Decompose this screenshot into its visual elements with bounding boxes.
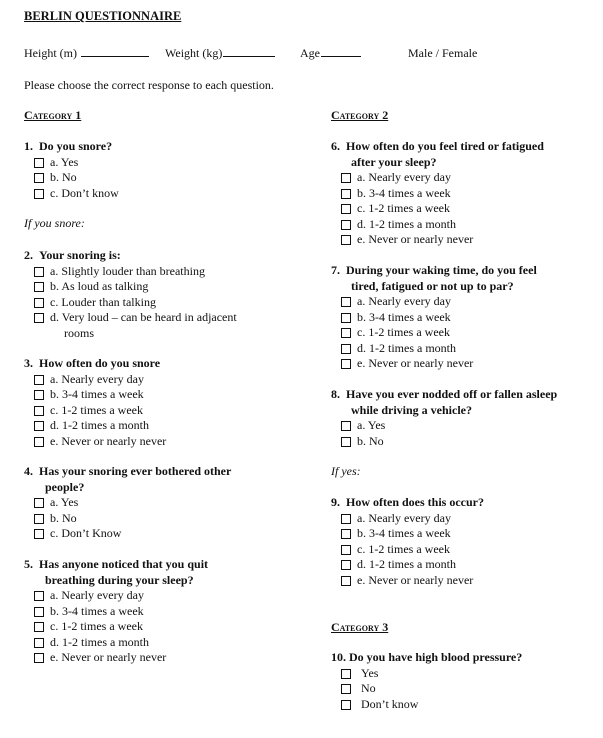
option[interactable]: e. Never or nearly never xyxy=(24,650,304,666)
checkbox[interactable] xyxy=(341,545,351,555)
question-text: Do you snore? xyxy=(39,139,113,153)
option[interactable]: e. Never or nearly never xyxy=(331,232,599,248)
checkbox[interactable] xyxy=(341,313,351,323)
category-2-heading: Category 2 xyxy=(331,108,389,122)
option[interactable]: d. 1-2 times a month xyxy=(24,635,304,651)
question-text: Your snoring is: xyxy=(39,248,121,262)
checkbox[interactable] xyxy=(341,359,351,369)
question-8 xyxy=(331,387,599,449)
question-7 xyxy=(331,263,599,372)
question-number: 9. xyxy=(331,495,340,509)
option[interactable]: a. Yes xyxy=(24,155,304,171)
question-text-cont: tired, fatigued or not up to par? xyxy=(351,278,514,293)
option[interactable]: a. Nearly every day xyxy=(24,588,304,604)
question-text-cont: breathing during your sleep? xyxy=(45,572,194,587)
checkbox[interactable] xyxy=(341,437,351,447)
option[interactable]: a. Slightly louder than breathing xyxy=(24,264,304,280)
option[interactable]: e. Never or nearly never xyxy=(24,434,304,450)
question-9 xyxy=(331,495,599,588)
option[interactable]: b. 3-4 times a week xyxy=(331,526,599,542)
option[interactable]: b. 3-4 times a week xyxy=(24,604,304,620)
question-10 xyxy=(331,650,599,712)
checkbox[interactable] xyxy=(34,437,44,447)
option[interactable]: a. Yes xyxy=(24,495,304,511)
question-number: 7. xyxy=(331,263,340,277)
option[interactable]: b. No xyxy=(24,511,304,527)
instructions: Please choose the correct response to each question. xyxy=(24,78,274,92)
option[interactable]: c. Louder than talking xyxy=(24,295,304,311)
question-text: Do you have high blood pressure? xyxy=(349,650,523,664)
checkbox[interactable] xyxy=(341,684,351,694)
option[interactable]: e. Never or nearly never xyxy=(331,573,599,589)
checkbox[interactable] xyxy=(34,406,44,416)
question-number: 3. xyxy=(24,356,33,370)
question-number: 2. xyxy=(24,248,33,262)
question-number: 5. xyxy=(24,557,33,571)
question-1 xyxy=(24,139,304,201)
height-input[interactable] xyxy=(81,46,149,57)
checkbox[interactable] xyxy=(341,189,351,199)
checkbox[interactable] xyxy=(341,576,351,586)
question-text: How often do you feel tired or fatigued xyxy=(346,139,544,153)
age-field xyxy=(300,46,361,61)
checkbox[interactable] xyxy=(34,313,44,323)
sex-field[interactable]: Male / Female xyxy=(408,46,478,60)
height-label: Height (m) xyxy=(24,46,77,60)
if-you-snore-note: If you snore: xyxy=(24,216,85,230)
checkbox[interactable] xyxy=(34,421,44,431)
question-number: 4. xyxy=(24,464,33,478)
age-label: Age xyxy=(300,46,320,60)
checkbox[interactable] xyxy=(341,421,351,431)
option[interactable]: d. 1-2 times a month xyxy=(24,418,304,434)
option[interactable]: b. No xyxy=(24,170,304,186)
checkbox[interactable] xyxy=(341,297,351,307)
option[interactable]: a. Nearly every day xyxy=(331,170,599,186)
option[interactable]: d. 1-2 times a month xyxy=(331,557,599,573)
checkbox[interactable] xyxy=(34,375,44,385)
question-text: Has your snoring ever bothered other xyxy=(39,464,232,478)
option[interactable]: c. 1-2 times a week xyxy=(24,619,304,635)
checkbox[interactable] xyxy=(34,514,44,524)
option[interactable]: b. No xyxy=(331,434,599,450)
option[interactable]: a. Nearly every day xyxy=(331,294,599,310)
question-text-cont: people? xyxy=(45,479,85,494)
question-text: Have you ever nodded off or fallen asleep xyxy=(346,387,558,401)
checkbox[interactable] xyxy=(34,591,44,601)
question-text: How often do you snore xyxy=(39,356,161,370)
option[interactable]: Yes xyxy=(331,666,599,682)
checkbox[interactable] xyxy=(341,514,351,524)
height-field xyxy=(24,46,149,61)
checkbox[interactable] xyxy=(341,669,351,679)
question-text-cont: after your sleep? xyxy=(351,154,437,169)
category-3-heading: Category 3 xyxy=(331,620,389,634)
question-text: How often does this occur? xyxy=(346,495,484,509)
option[interactable]: a. Yes xyxy=(331,418,599,434)
checkbox[interactable] xyxy=(341,204,351,214)
checkbox[interactable] xyxy=(34,282,44,292)
option[interactable]: Don’t know xyxy=(331,697,599,713)
question-6 xyxy=(331,139,599,248)
checkbox[interactable] xyxy=(34,390,44,400)
checkbox[interactable] xyxy=(341,235,351,245)
option[interactable]: b. As loud as talking xyxy=(24,279,304,295)
question-3 xyxy=(24,356,304,449)
checkbox[interactable] xyxy=(34,498,44,508)
question-number: 1. xyxy=(24,139,33,153)
option[interactable]: No xyxy=(331,681,599,697)
option[interactable]: c. Don’t Know xyxy=(24,526,304,542)
option[interactable]: b. 3-4 times a week xyxy=(24,387,304,403)
checkbox[interactable] xyxy=(341,529,351,539)
checkbox[interactable] xyxy=(341,173,351,183)
option[interactable]: a. Nearly every day xyxy=(24,372,304,388)
option[interactable]: a. Nearly every day xyxy=(331,511,599,527)
option-continuation: rooms xyxy=(64,325,94,340)
checkbox[interactable] xyxy=(341,700,351,710)
checkbox[interactable] xyxy=(34,189,44,199)
question-number: 6. xyxy=(331,139,340,153)
question-text-cont: while driving a vehicle? xyxy=(351,402,472,417)
checkbox[interactable] xyxy=(341,344,351,354)
option[interactable]: c. 1-2 times a week xyxy=(331,542,599,558)
option[interactable]: d. 1-2 times a month xyxy=(331,341,599,357)
checkbox[interactable] xyxy=(34,298,44,308)
question-number: 8. xyxy=(331,387,340,401)
option[interactable]: b. 3-4 times a week xyxy=(331,186,599,202)
option[interactable]: c. 1-2 times a week xyxy=(24,403,304,419)
weight-input[interactable] xyxy=(223,46,275,57)
question-4 xyxy=(24,464,304,542)
checkbox[interactable] xyxy=(34,607,44,617)
option[interactable]: d. Very loud – can be heard in adjacent xyxy=(24,310,304,326)
category-1-heading: Category 1 xyxy=(24,108,82,122)
question-text: During your waking time, do you feel xyxy=(346,263,537,277)
option[interactable]: c. 1-2 times a week xyxy=(331,325,599,341)
checkbox[interactable] xyxy=(341,560,351,570)
question-number: 10. xyxy=(331,650,346,664)
question-5 xyxy=(24,557,304,666)
option[interactable]: e. Never or nearly never xyxy=(331,356,599,372)
option[interactable]: c. 1-2 times a week xyxy=(331,201,599,217)
option[interactable]: b. 3-4 times a week xyxy=(331,310,599,326)
checkbox[interactable] xyxy=(34,529,44,539)
page-title: BERLIN QUESTIONNAIRE xyxy=(24,9,182,23)
checkbox[interactable] xyxy=(34,638,44,648)
checkbox[interactable] xyxy=(34,653,44,663)
question-2 xyxy=(24,248,304,341)
checkbox[interactable] xyxy=(341,220,351,230)
checkbox[interactable] xyxy=(34,267,44,277)
age-input[interactable] xyxy=(321,46,361,57)
checkbox[interactable] xyxy=(34,622,44,632)
checkbox[interactable] xyxy=(341,328,351,338)
question-text: Has anyone noticed that you quit xyxy=(39,557,209,571)
weight-field xyxy=(165,46,275,61)
option[interactable]: c. Don’t know xyxy=(24,186,304,202)
checkbox[interactable] xyxy=(34,173,44,183)
option[interactable]: d. 1-2 times a month xyxy=(331,217,599,233)
checkbox[interactable] xyxy=(34,158,44,168)
if-yes-note: If yes: xyxy=(331,464,361,478)
weight-label: Weight (kg) xyxy=(165,46,223,60)
